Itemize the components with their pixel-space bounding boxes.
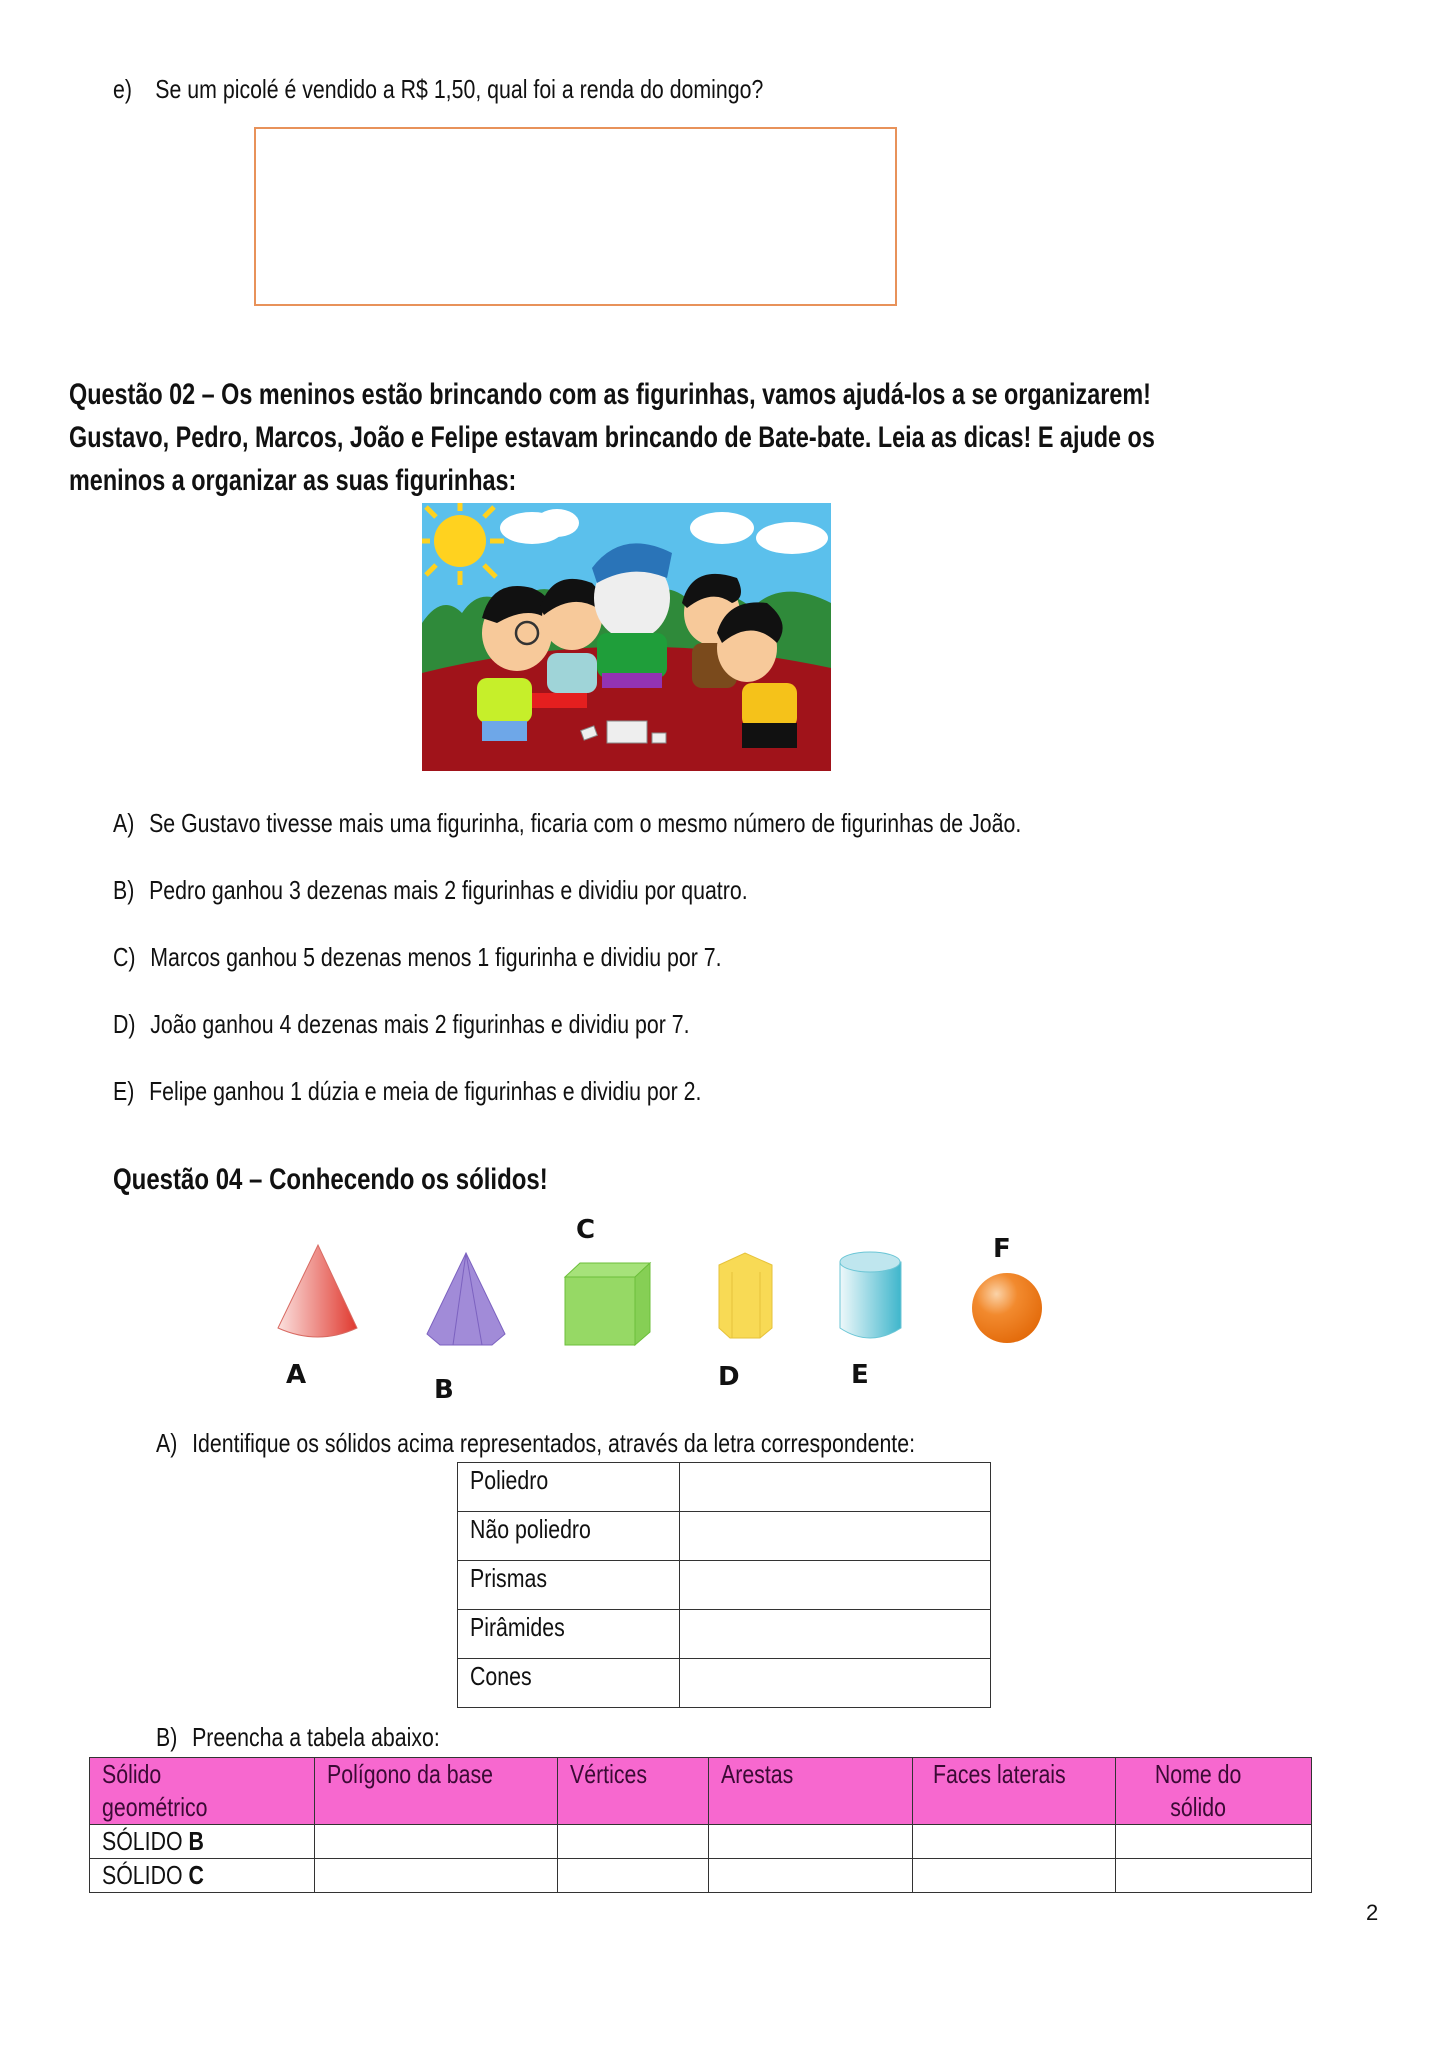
- question-02-heading: [69, 373, 1448, 416]
- table-row: [458, 1659, 991, 1708]
- solid-label-d: D: [718, 1362, 740, 1392]
- header-nome-solido: Nome do sólido: [1116, 1758, 1312, 1825]
- hint-d: [113, 1009, 816, 1039]
- hint-d-label: D): [113, 1009, 136, 1039]
- hint-a-label: A): [113, 808, 135, 838]
- cell-b-vertices[interactable]: [558, 1825, 709, 1859]
- boy-cap: [592, 543, 672, 688]
- hint-a: [113, 808, 1221, 838]
- question-04-heading: [113, 1158, 656, 1201]
- row-solido-b: SÓLIDO B: [90, 1825, 315, 1859]
- header-arestas: Arestas: [709, 1758, 913, 1825]
- header-poligono-base: Polígono da base: [315, 1758, 558, 1825]
- hint-b: [113, 875, 887, 905]
- classification-table: [457, 1462, 991, 1708]
- question-02-line-2: Gustavo, Pedro, Marcos, João e Felipe estavam brincando de Bate-bate. Leia as dicas! E ajude os: [69, 421, 1155, 454]
- row-label-prismas: Prismas: [458, 1561, 680, 1610]
- question-02-line-1: Questão 02 – Os meninos estão brincando com as figurinhas, vamos ajudá-los a se organizarem!: [69, 378, 1151, 411]
- hint-c: [113, 942, 855, 972]
- solid-d-prism: [719, 1253, 772, 1338]
- row-label-poliedro: Poliedro: [458, 1463, 680, 1512]
- solid-label-f: F: [993, 1234, 1011, 1264]
- hint-b-text: Pedro ganhou 3 dezenas mais 2 figurinhas e dividiu por quatro.: [149, 875, 748, 905]
- part-b-instruction: [156, 1722, 502, 1752]
- cell-b-faces[interactable]: [913, 1825, 1116, 1859]
- row-label-cones: Cones: [458, 1659, 680, 1708]
- cell-c-nome[interactable]: [1116, 1859, 1312, 1893]
- solid-label-c: C: [576, 1215, 596, 1245]
- answer-cell-piramides[interactable]: [680, 1610, 991, 1659]
- solid-label-b: B: [434, 1375, 454, 1405]
- solid-f-sphere: [972, 1273, 1042, 1343]
- cell-c-poligono[interactable]: [315, 1859, 558, 1893]
- table-row: [90, 1825, 1312, 1859]
- hint-c-text: Marcos ganhou 5 dezenas menos 1 figurinha e dividiu por 7.: [150, 942, 722, 972]
- header-faces-laterais: Faces laterais: [913, 1758, 1116, 1825]
- table-row: [90, 1859, 1312, 1893]
- part-b-label: B): [156, 1722, 178, 1752]
- question-02-line-3: meninos a organizar as suas figurinhas:: [69, 464, 517, 497]
- solid-label-a: A: [286, 1360, 307, 1390]
- table-row: [458, 1512, 991, 1561]
- page-number: 2: [1366, 1900, 1379, 1925]
- question-02-line-2-wrap: [69, 416, 1448, 459]
- question-e-text: Se um picolé é vendido a R$ 1,50, qual foi a renda do domingo?: [155, 74, 764, 104]
- solids-figure: [270, 1240, 1060, 1350]
- part-a-instruction: [156, 1428, 1082, 1458]
- table-header-row: [90, 1758, 1312, 1825]
- question-e: [113, 74, 906, 104]
- hint-d-text: João ganhou 4 dezenas mais 2 figurinhas e dividiu por 7.: [150, 1009, 690, 1039]
- hint-b-label: B): [113, 875, 135, 905]
- header-solido-geometrico: Sólido geométrico: [90, 1758, 315, 1825]
- answer-box[interactable]: [254, 127, 897, 306]
- table-row: [458, 1561, 991, 1610]
- hint-e-label: E): [113, 1076, 135, 1106]
- cell-b-arestas[interactable]: [709, 1825, 913, 1859]
- cell-c-arestas[interactable]: [709, 1859, 913, 1893]
- hint-a-text: Se Gustavo tivesse mais uma figurinha, ficaria com o mesmo número de figurinhas de João.: [149, 808, 1022, 838]
- question-04-title: Questão 04 – Conhecendo os sólidos!: [113, 1163, 548, 1196]
- solid-c-cube: [565, 1263, 650, 1345]
- question-e-label: e): [113, 74, 132, 104]
- cell-b-poligono[interactable]: [315, 1825, 558, 1859]
- cell-b-nome[interactable]: [1116, 1825, 1312, 1859]
- row-label-nao-poliedro: Não poliedro: [458, 1512, 680, 1561]
- solids-properties-table: [89, 1757, 1312, 1893]
- children-playing-illustration: [422, 503, 831, 771]
- answer-cell-nao-poliedro[interactable]: [680, 1512, 991, 1561]
- header-vertices: Vértices: [558, 1758, 709, 1825]
- row-solido-c: SÓLIDO C: [90, 1859, 315, 1893]
- solid-e-cylinder: [840, 1252, 901, 1338]
- answer-cell-prismas[interactable]: [680, 1561, 991, 1610]
- solid-label-e: E: [851, 1360, 869, 1390]
- hint-e-text: Felipe ganhou 1 dúzia e meia de figurinhas e dividiu por 2.: [149, 1076, 702, 1106]
- answer-cell-cones[interactable]: [680, 1659, 991, 1708]
- part-a-text: Identifique os sólidos acima representados, através da letra correspondente:: [192, 1428, 916, 1458]
- hint-e: [113, 1076, 831, 1106]
- cell-c-vertices[interactable]: [558, 1859, 709, 1893]
- answer-cell-poliedro[interactable]: [680, 1463, 991, 1512]
- table-row: [458, 1463, 991, 1512]
- solid-b-pyramid: [427, 1253, 505, 1345]
- question-02-line-3-wrap: [69, 459, 643, 502]
- table-row: [458, 1610, 991, 1659]
- part-b-text: Preencha a tabela abaixo:: [192, 1722, 440, 1752]
- row-label-piramides: Pirâmides: [458, 1610, 680, 1659]
- part-a-label: A): [156, 1428, 178, 1458]
- cell-c-faces[interactable]: [913, 1859, 1116, 1893]
- hint-c-label: C): [113, 942, 136, 972]
- solid-a-cone: [278, 1245, 357, 1337]
